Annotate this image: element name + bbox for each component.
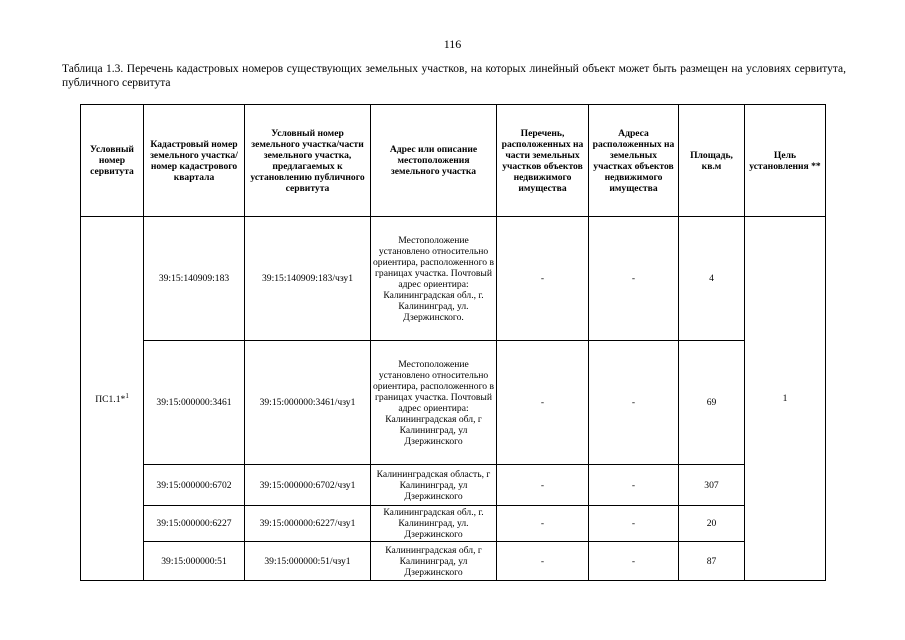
area-cell: 69 xyxy=(679,341,745,465)
address-cell: Местоположение установлено относительно ориентира, расположенного в границах участка. Почтовый адрес ориентира: Калининградская обл., г. Калининград, ул. Дзержинского. xyxy=(371,217,497,341)
objects-cell: - xyxy=(497,465,589,506)
page-number: 116 xyxy=(443,37,462,51)
cadastral-cell: 39:15:000000:3461 xyxy=(144,341,245,465)
table-row xyxy=(81,542,826,581)
table-caption: Таблица 1.3. Перечень кадастровых номеров существующих земельных участков, на которых линейный объект может быть размещен на условиях сервитута, публичного сервитута xyxy=(62,63,846,89)
header-servitude-id: Условный номер сервитута xyxy=(81,105,144,217)
header-purpose: Цель установления ** xyxy=(745,105,826,217)
objects-cell: - xyxy=(497,542,589,581)
part-cell: 39:15:000000:51/чзу1 xyxy=(245,542,371,581)
address-cell: Калининградская обл, г Калининград, ул Дзержинского xyxy=(371,542,497,581)
header-area: Площадь, кв.м xyxy=(679,105,745,217)
servitude-id: ПС1.1* xyxy=(95,394,126,406)
address-cell: Местоположение установлено относительно ориентира, расположенного в границах участка. Почтовый адрес ориентира: Калининградская обл, г Калининград, ул Дзержинского xyxy=(371,341,497,465)
objects-cell: - xyxy=(497,217,589,341)
header-object-addresses: Адреса расположенных на земельных участках объектов недвижимого имущества xyxy=(589,105,679,217)
header-objects: Перечень, расположенных на части земельных участков объектов недвижимого имущества xyxy=(497,105,589,217)
part-cell: 39:15:000000:3461/чзу1 xyxy=(245,341,371,465)
object-addresses-cell: - xyxy=(589,217,679,341)
part-cell: 39:15:140909:183/чзу1 xyxy=(245,217,371,341)
area-cell: 87 xyxy=(679,542,745,581)
cadastral-cell: 39:15:140909:183 xyxy=(144,217,245,341)
header-cadastral-number: Кадастровый номер земельного участка/номер кадастрового квартала xyxy=(144,105,245,217)
address-cell: Калининградская область, г Калининград, ул Дзержинского xyxy=(371,465,497,506)
object-addresses-cell: - xyxy=(589,465,679,506)
part-cell: 39:15:000000:6227/чзу1 xyxy=(245,506,371,542)
object-addresses-cell: - xyxy=(589,542,679,581)
cadastral-cell: 39:15:000000:51 xyxy=(144,542,245,581)
part-cell: 39:15:000000:6702/чзу1 xyxy=(245,465,371,506)
table-row xyxy=(81,217,826,341)
header-part-number: Условный номер земельного участка/части земельного участка, предлагаемых к установлению публичного сервитута xyxy=(245,105,371,217)
object-addresses-cell: - xyxy=(589,341,679,465)
objects-cell: - xyxy=(497,341,589,465)
area-cell: 307 xyxy=(679,465,745,506)
servitude-id-footnote: 1 xyxy=(125,392,129,401)
header-row xyxy=(81,105,826,217)
servitude-table xyxy=(80,104,826,581)
table-row xyxy=(81,506,826,542)
area-cell: 4 xyxy=(679,217,745,341)
table-row xyxy=(81,341,826,465)
header-address: Адрес или описание местоположения земельного участка xyxy=(371,105,497,217)
table-row xyxy=(81,465,826,506)
area-cell: 20 xyxy=(679,506,745,542)
purpose-cell: 1 xyxy=(745,217,826,581)
cadastral-cell: 39:15:000000:6702 xyxy=(144,465,245,506)
cadastral-cell: 39:15:000000:6227 xyxy=(144,506,245,542)
servitude-id-cell xyxy=(81,217,144,581)
object-addresses-cell: - xyxy=(589,506,679,542)
address-cell: Калининградская обл., г. Калининград, ул. Дзержинского xyxy=(371,506,497,542)
objects-cell: - xyxy=(497,506,589,542)
